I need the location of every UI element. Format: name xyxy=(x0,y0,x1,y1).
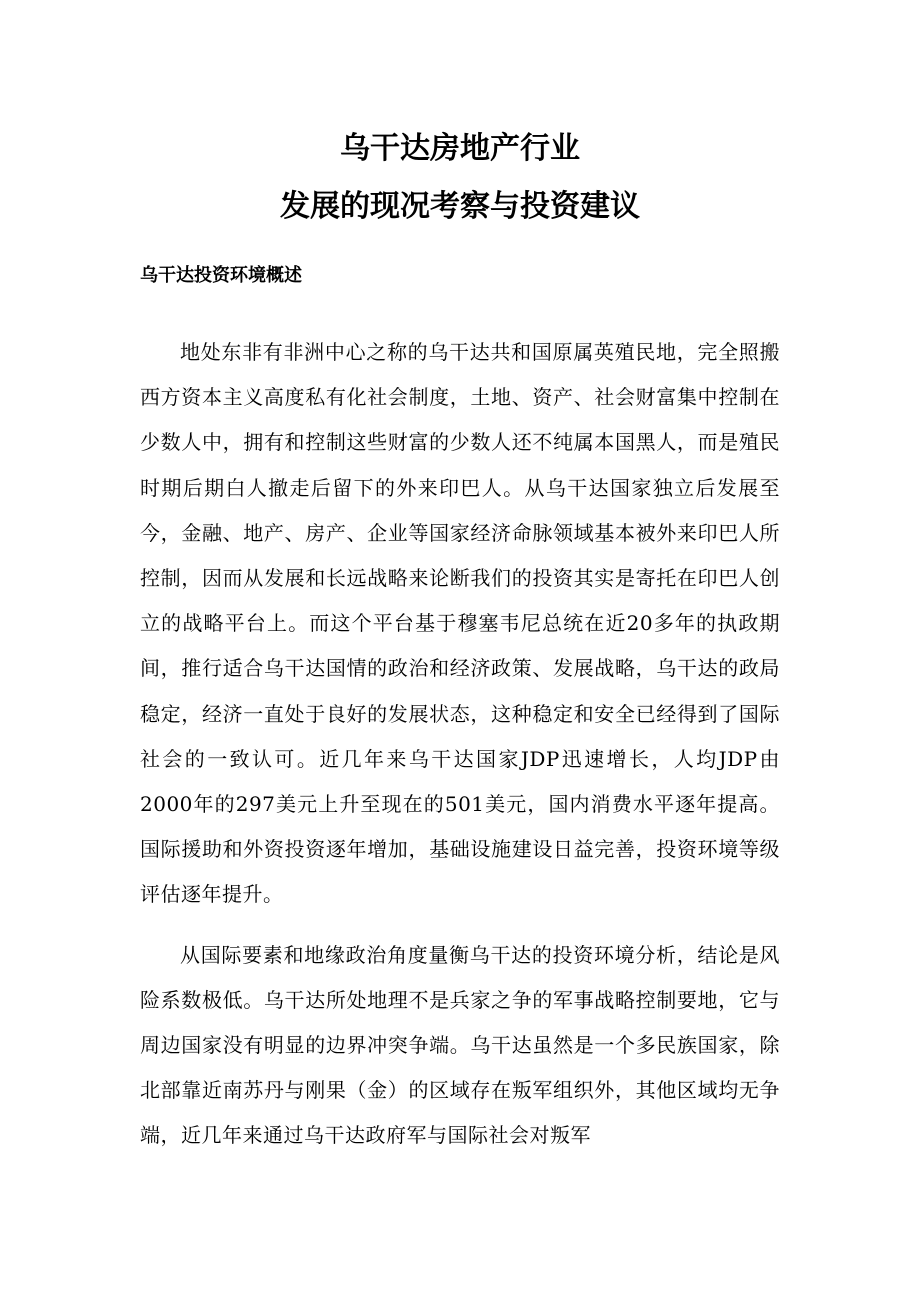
title-line-1: 乌干达房地产行业 xyxy=(340,131,580,166)
document-title xyxy=(140,120,780,236)
section-heading: 乌干达投资环境概述 xyxy=(140,265,302,286)
title-line-2: 发展的现况考察与投资建议 xyxy=(280,189,640,224)
paragraph: 从国际要素和地缘政治角度量衡乌干达的投资环境分析，结论是风险系数极低。乌干达所处地理不是兵家之争的军事战略控制要地，它与周边国家没有明显的边界冲突争端。乌干达虽然是一个多民族国家，除北部靠近南苏丹与刚果（金）的区域存在叛军组织外，其他区域均无争端，近几年来通过乌干达政府军与国际社会对叛军 xyxy=(140,942,780,1148)
paragraph: 地处东非有非洲中心之称的乌干达共和国原属英殖民地，完全照搬西方资本主义高度私有化社会制度，土地、资产、社会财富集中控制在少数人中，拥有和控制这些财富的少数人还不纯属本国黑人，而是殖民时期后期白人撤走后留下的外来印巴人。从乌干达国家独立后发展至今，金融、地产、房产、企业等国家经济命脉领域基本被外来印巴人所控制，因而从发展和长远战略来论断我们的投资其实是寄托在印巴人创立的战略平台上。而这个平台基于穆塞韦尼总统在近20多年的执政期间，推行适合乌干达国情的政治和经济政策、发展战略，乌干达的政局稳定，经济一直处于良好的发展状态，这种稳定和安全已经得到了国际社会的一致认可。近几年来乌干达国家JDP迅速增长，人均JDP由2000年的297美元上升至现在的501美元，国内消费水平逐年提高。国际援助和外资投资逐年增加，基础设施建设日益完善，投资环境等级评估逐年提升。 xyxy=(140,340,780,907)
